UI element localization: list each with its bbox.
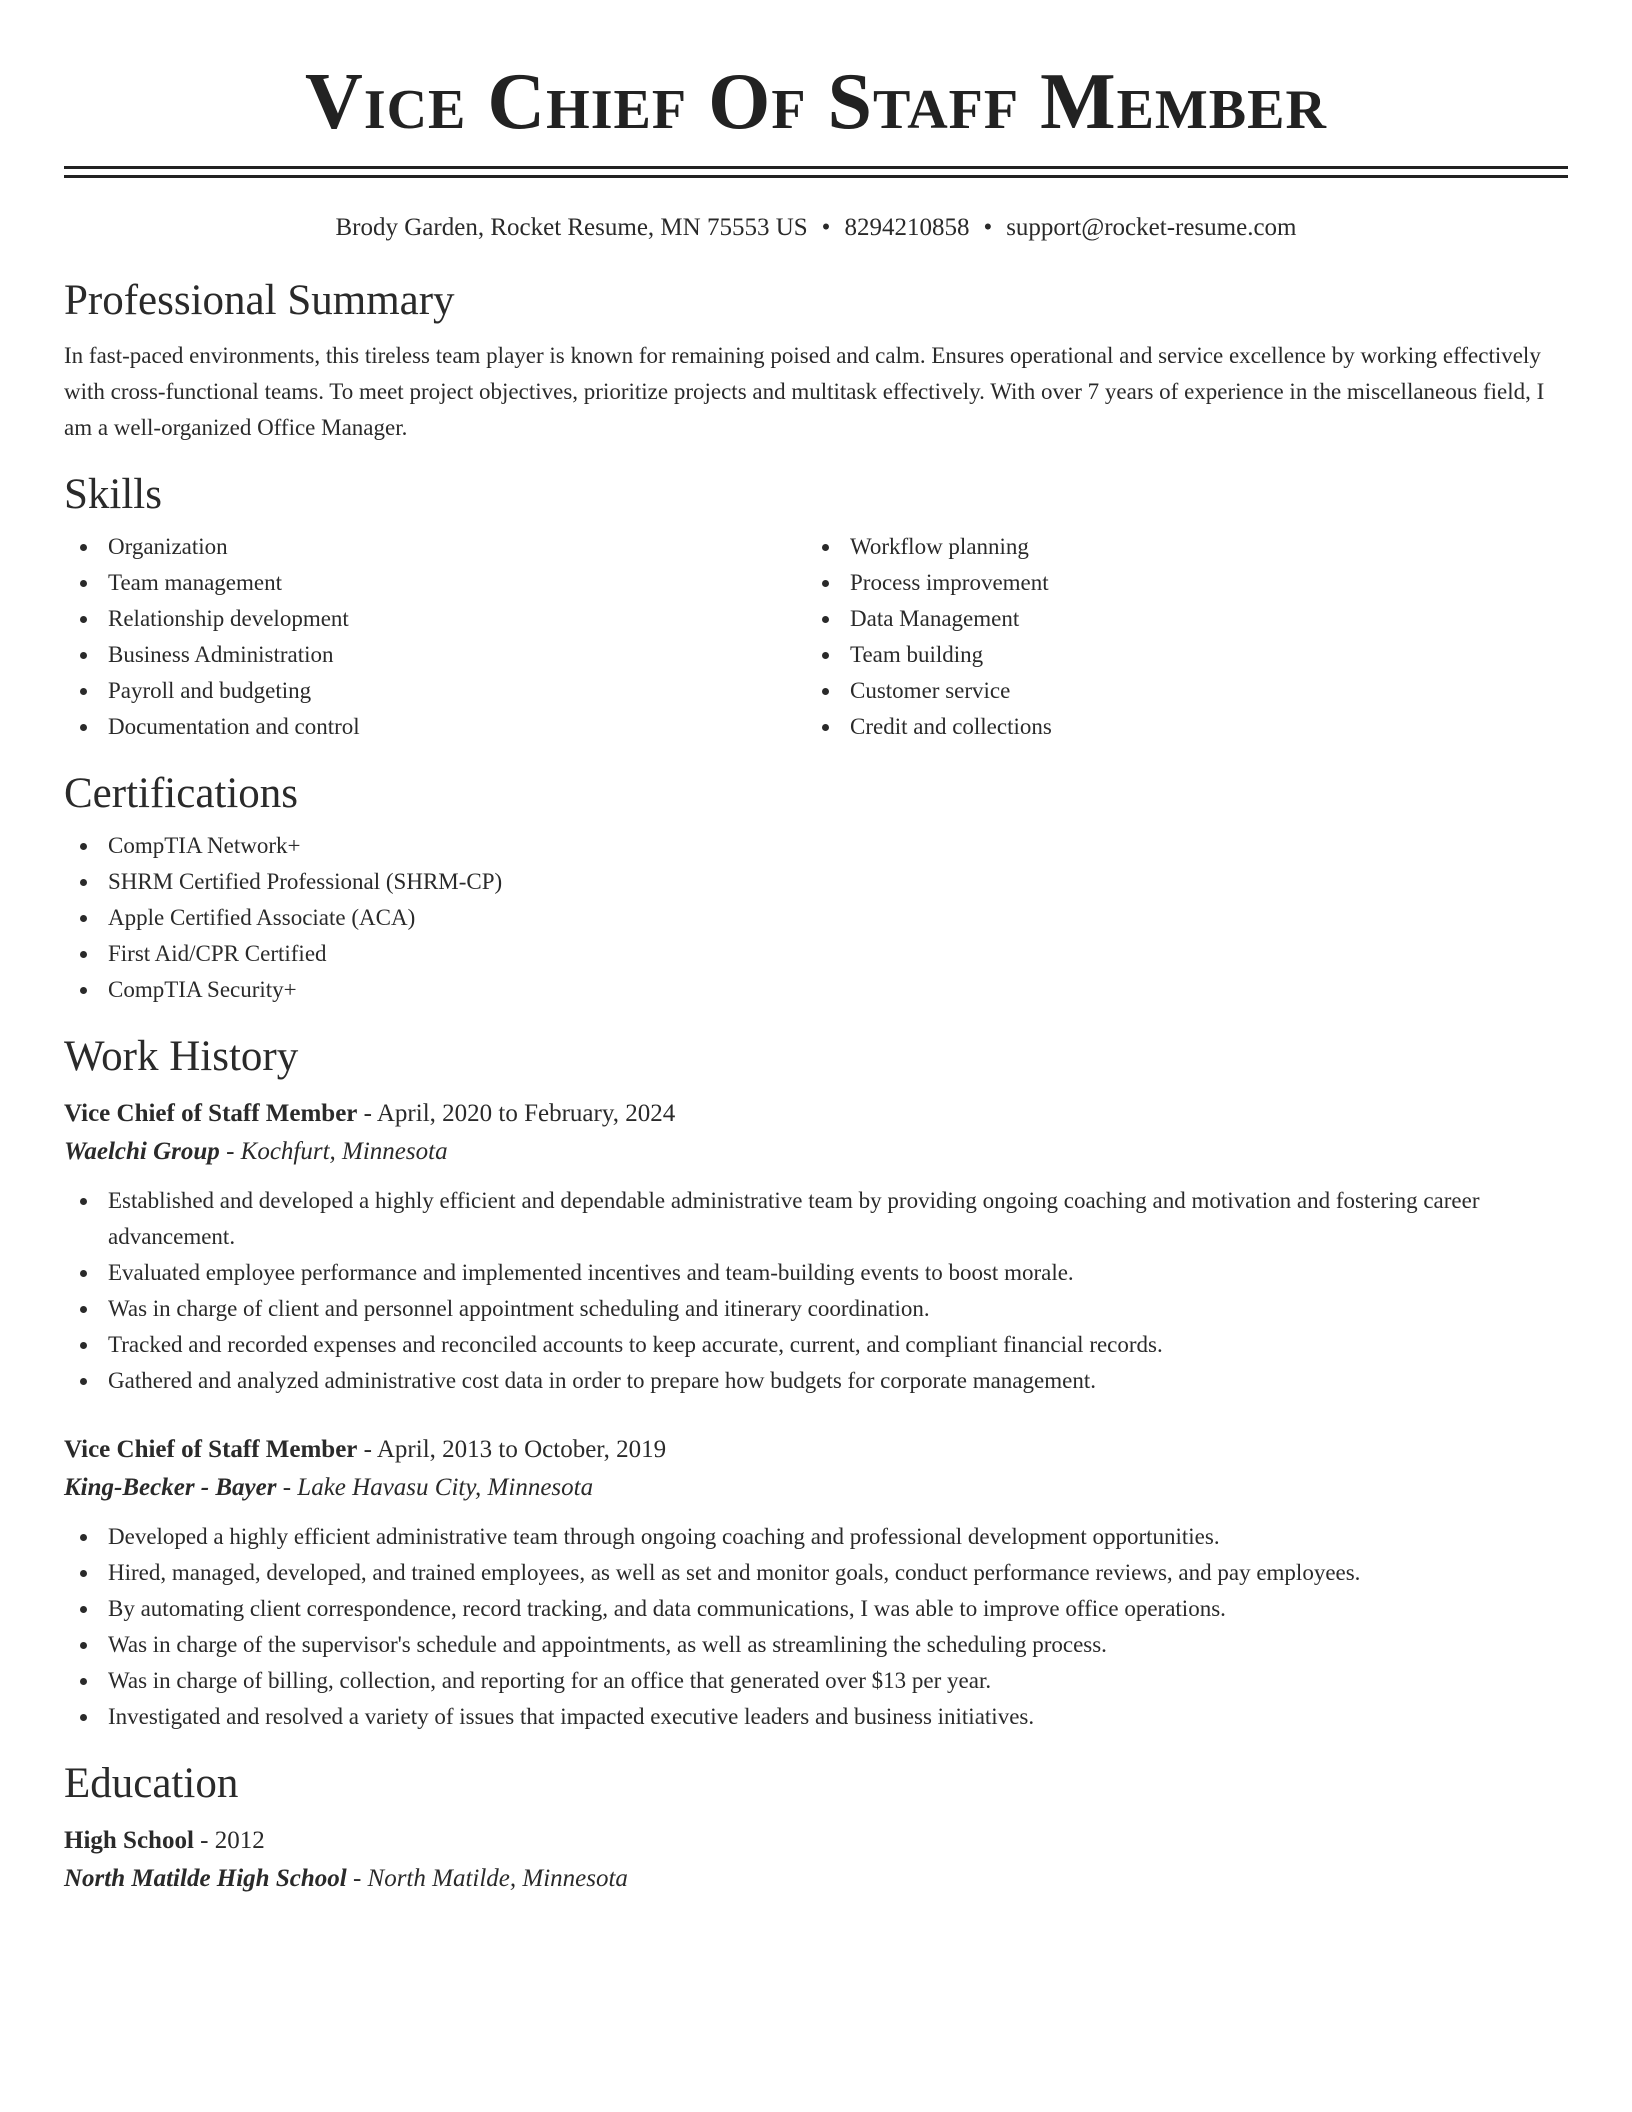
title-divider <box>64 166 1568 178</box>
certification-item: Apple Certified Associate (ACA) <box>64 900 1568 936</box>
skill-item: Documentation and control <box>64 709 806 745</box>
job-duty: Was in charge of client and personnel appointment scheduling and itinerary coordination. <box>64 1291 1568 1327</box>
skill-item: Customer service <box>806 673 1548 709</box>
skill-item: Workflow planning <box>806 529 1548 565</box>
skills-list-right <box>806 529 1548 745</box>
certification-item: CompTIA Network+ <box>64 828 1568 864</box>
job-dates: April, 2013 to October, 2019 <box>376 1436 667 1463</box>
job-title: Vice Chief of Staff Member <box>64 1436 358 1463</box>
job-duty: By automating client correspondence, record tracking, and data communications, I was able to improve office operations. <box>64 1591 1568 1627</box>
education-entry <box>64 1822 1568 1898</box>
skill-item: Relationship development <box>64 601 806 637</box>
skill-item: Team building <box>806 637 1548 673</box>
job-duty: Was in charge of the supervisor's schedule and appointments, as well as streamlining the scheduling process. <box>64 1627 1568 1663</box>
education-degree-line: High School - 2012 <box>64 1827 265 1854</box>
job-entry <box>64 1095 1568 1399</box>
work-history-heading: Work History <box>64 1033 299 1080</box>
summary-text: In fast-paced environments, this tireless team player is known for remaining poised and calm. Ensures operational and service excellence by working effectively with cross-functional teams. To meet project objectives, prioritize projects and multitask effectively. With over 7 years of experience in the miscellaneous field, I am a well-organized Office Manager. <box>64 343 1545 440</box>
skills-list-left <box>64 529 806 745</box>
job-duty: Gathered and analyzed administrative cost data in order to prepare how budgets for corporate management. <box>64 1363 1568 1399</box>
certification-item: SHRM Certified Professional (SHRM-CP) <box>64 864 1568 900</box>
job-entry <box>64 1431 1568 1735</box>
skills-heading: Skills <box>64 471 162 518</box>
contact-line <box>64 213 1568 243</box>
contact-separator: • <box>821 214 831 241</box>
job-company-line: Waelchi Group - Kochfurt, Minnesota <box>64 1138 448 1165</box>
education-degree: High School <box>64 1827 194 1854</box>
certification-item: CompTIA Security+ <box>64 972 1568 1008</box>
job-company: Waelchi Group <box>64 1138 220 1165</box>
certifications-list <box>64 828 1568 1008</box>
contact-separator: • <box>983 214 993 241</box>
job-title-line: Vice Chief of Staff Member - April, 2020 to February, 2024 <box>64 1100 676 1127</box>
skill-item: Process improvement <box>806 565 1548 601</box>
job-duties-list <box>64 1519 1568 1735</box>
skill-item: Payroll and budgeting <box>64 673 806 709</box>
education-location: North Matilde, Minnesota <box>367 1865 628 1892</box>
job-location: Lake Havasu City, Minnesota <box>297 1474 594 1501</box>
job-title-line: Vice Chief of Staff Member - April, 2013 to October, 2019 <box>64 1436 667 1463</box>
job-duties-list <box>64 1183 1568 1399</box>
certification-item: First Aid/CPR Certified <box>64 936 1568 972</box>
education-heading: Education <box>64 1760 239 1807</box>
job-duty: Developed a highly efficient administrative team through ongoing coaching and professional development opportunities. <box>64 1519 1568 1555</box>
skill-item: Credit and collections <box>806 709 1548 745</box>
education-year: 2012 <box>214 1827 265 1854</box>
skill-item: Organization <box>64 529 806 565</box>
skill-item: Team management <box>64 565 806 601</box>
summary-heading: Professional Summary <box>64 277 455 324</box>
contact-address: Brody Garden, Rocket Resume, MN 75553 US <box>335 214 808 241</box>
job-duty: Was in charge of billing, collection, and reporting for an office that generated over $13 per year. <box>64 1663 1568 1699</box>
skill-item: Business Administration <box>64 637 806 673</box>
job-duty: Tracked and recorded expenses and reconciled accounts to keep accurate, current, and compliant financial records. <box>64 1327 1568 1363</box>
job-location: Kochfurt, Minnesota <box>240 1138 448 1165</box>
job-company: King-Becker - Bayer <box>64 1474 277 1501</box>
job-duty: Evaluated employee performance and implemented incentives and team-building events to boost morale. <box>64 1255 1568 1291</box>
contact-email: support@rocket-resume.com <box>1006 214 1297 241</box>
skills-grid <box>64 521 1568 745</box>
job-duty: Established and developed a highly efficient and dependable administrative team by providing ongoing coaching and motivation and fostering career advancement. <box>64 1183 1568 1255</box>
certifications-heading: Certifications <box>64 770 299 817</box>
resume-title: Vice Chief Of Staff Member <box>305 58 1327 146</box>
job-title: Vice Chief of Staff Member <box>64 1100 358 1127</box>
job-company-line: King-Becker - Bayer - Lake Havasu City, Minnesota <box>64 1474 594 1501</box>
job-dates: April, 2020 to February, 2024 <box>376 1100 676 1127</box>
skill-item: Data Management <box>806 601 1548 637</box>
job-duty: Hired, managed, developed, and trained employees, as well as set and monitor goals, conduct performance reviews, and pay employees. <box>64 1555 1568 1591</box>
job-duty: Investigated and resolved a variety of issues that impacted executive leaders and business initiatives. <box>64 1699 1568 1735</box>
education-school: North Matilde High School <box>64 1865 347 1892</box>
contact-phone: 8294210858 <box>844 214 970 241</box>
education-school-line: North Matilde High School - North Matilde, Minnesota <box>64 1865 628 1892</box>
